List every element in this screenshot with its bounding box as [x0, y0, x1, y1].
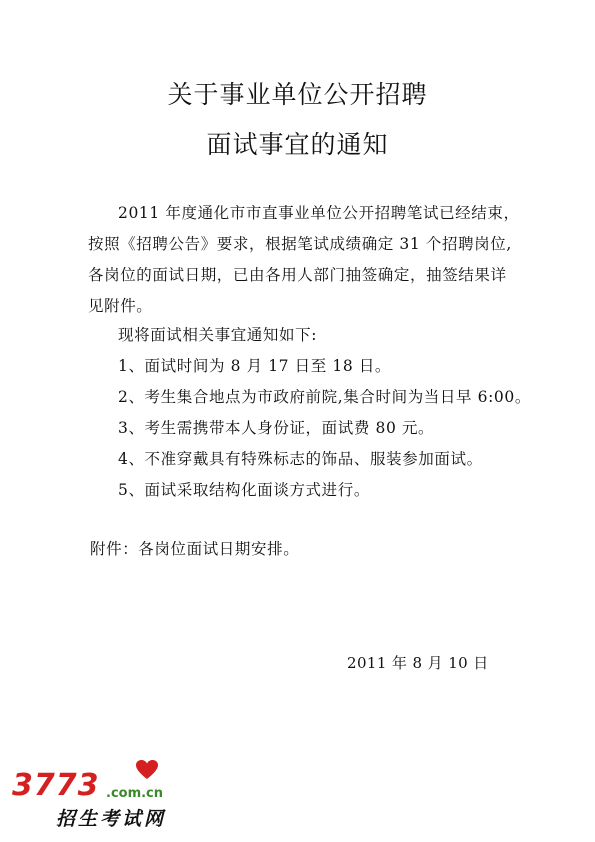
- list-item: 1、面试时间为 8 月 17 日至 18 日。: [118, 357, 392, 375]
- list-item: 3、考生需携带本人身份证，面试费 80 元。: [118, 419, 435, 437]
- notice-items: [88, 320, 531, 506]
- notice-title-line-2: 面试事宜的通知: [206, 130, 389, 159]
- logo-tagline: 招生考试网: [56, 808, 167, 830]
- logo-brand: 3773: [12, 768, 100, 803]
- list-item: 2、考生集合地点为市政府前院,集合时间为当日早 6:00。: [118, 388, 531, 406]
- intro-line: 各岗位的面试日期，已由各用人部门抽签确定，抽签结果详: [88, 266, 507, 284]
- site-watermark-logo: [12, 760, 182, 835]
- heart-icon: [136, 760, 158, 780]
- notice-title-line-1: 关于事业单位公开招聘: [167, 80, 428, 109]
- intro-line: 2011 年度通化市市直事业单位公开招聘笔试已经结束，: [118, 204, 520, 222]
- notice-lead: 现将面试相关事宜通知如下:: [118, 326, 318, 344]
- intro-line: 按照《招聘公告》要求，根据笔试成绩确定 31 个招聘岗位,: [88, 235, 512, 253]
- issue-date: 2011 年 8 月 10 日: [347, 654, 489, 672]
- attachment-note: 附件：各岗位面试日期安排。: [90, 540, 300, 558]
- logo-domain: .com.cn: [106, 786, 164, 801]
- intro-line: 见附件。: [88, 297, 153, 315]
- list-item: 4、不准穿戴具有特殊标志的饰品、服装参加面试。: [118, 450, 483, 468]
- intro-paragraph: [88, 198, 528, 322]
- list-item: 5、面试采取结构化面谈方式进行。: [118, 481, 370, 499]
